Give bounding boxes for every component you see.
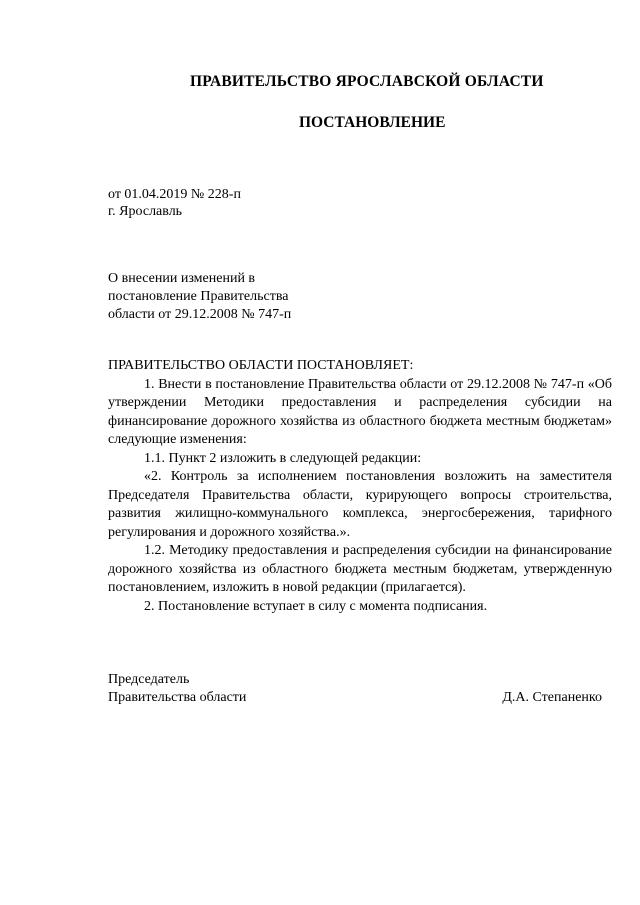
body-paragraph: 1.1. Пункт 2 изложить в следующей редакции:: [144, 450, 422, 466]
document-city: г. Ярославль: [108, 204, 183, 219]
organization-heading: ПРАВИТЕЛЬСТВО ЯРОСЛАВСКОЙ ОБЛАСТИ: [190, 73, 544, 90]
document-type-heading: ПОСТАНОВЛЕНИЕ: [299, 114, 446, 131]
signature-title: Председатель: [108, 672, 190, 687]
body-paragraph: 1.2. Методику предоставления и распределения субсидии на финансирование дорожного хозяйства из областного бюджета местным бюджетам, утвержденную постановлением, изложить в новой редакции (прилагается).: [108, 543, 612, 595]
signature-title-line: [108, 671, 612, 689]
document-date-number: от 01.04.2019 № 228-п: [108, 187, 241, 202]
body-paragraph: «2. Контроль за исполнением постановления возложить на заместителя Председателя Правительства области, курирующего вопросы строительства, развития жилищно-коммунального комплекса, энергосбережения, тарифного регулирования и дорожного хозяйства.».: [108, 469, 612, 540]
signer-name: Д.А. Степаненко: [502, 690, 602, 705]
document-body: [108, 357, 612, 616]
signature-title: Правительства области: [108, 690, 247, 705]
signature-block: [108, 671, 612, 707]
subject-line: постановление Правительства: [108, 289, 289, 304]
signature-title-line: [108, 689, 612, 707]
body-paragraph: 1. Внести в постановление Правительства области от 29.12.2008 № 747-п «Об утверждении Методики предоставления и распределения субсидии на финансирование дорожного хозяйства из областного бюджета местным бюджетам» следующие изменения:: [108, 376, 612, 447]
body-paragraph: 2. Постановление вступает в силу с момента подписания.: [144, 598, 488, 614]
resolution-preamble: ПРАВИТЕЛЬСТВО ОБЛАСТИ ПОСТАНОВЛЯЕТ:: [108, 358, 414, 373]
document-subject: [108, 270, 291, 324]
subject-line: области от 29.12.2008 № 747-п: [108, 307, 292, 322]
subject-line: О внесении изменений в: [108, 271, 256, 286]
